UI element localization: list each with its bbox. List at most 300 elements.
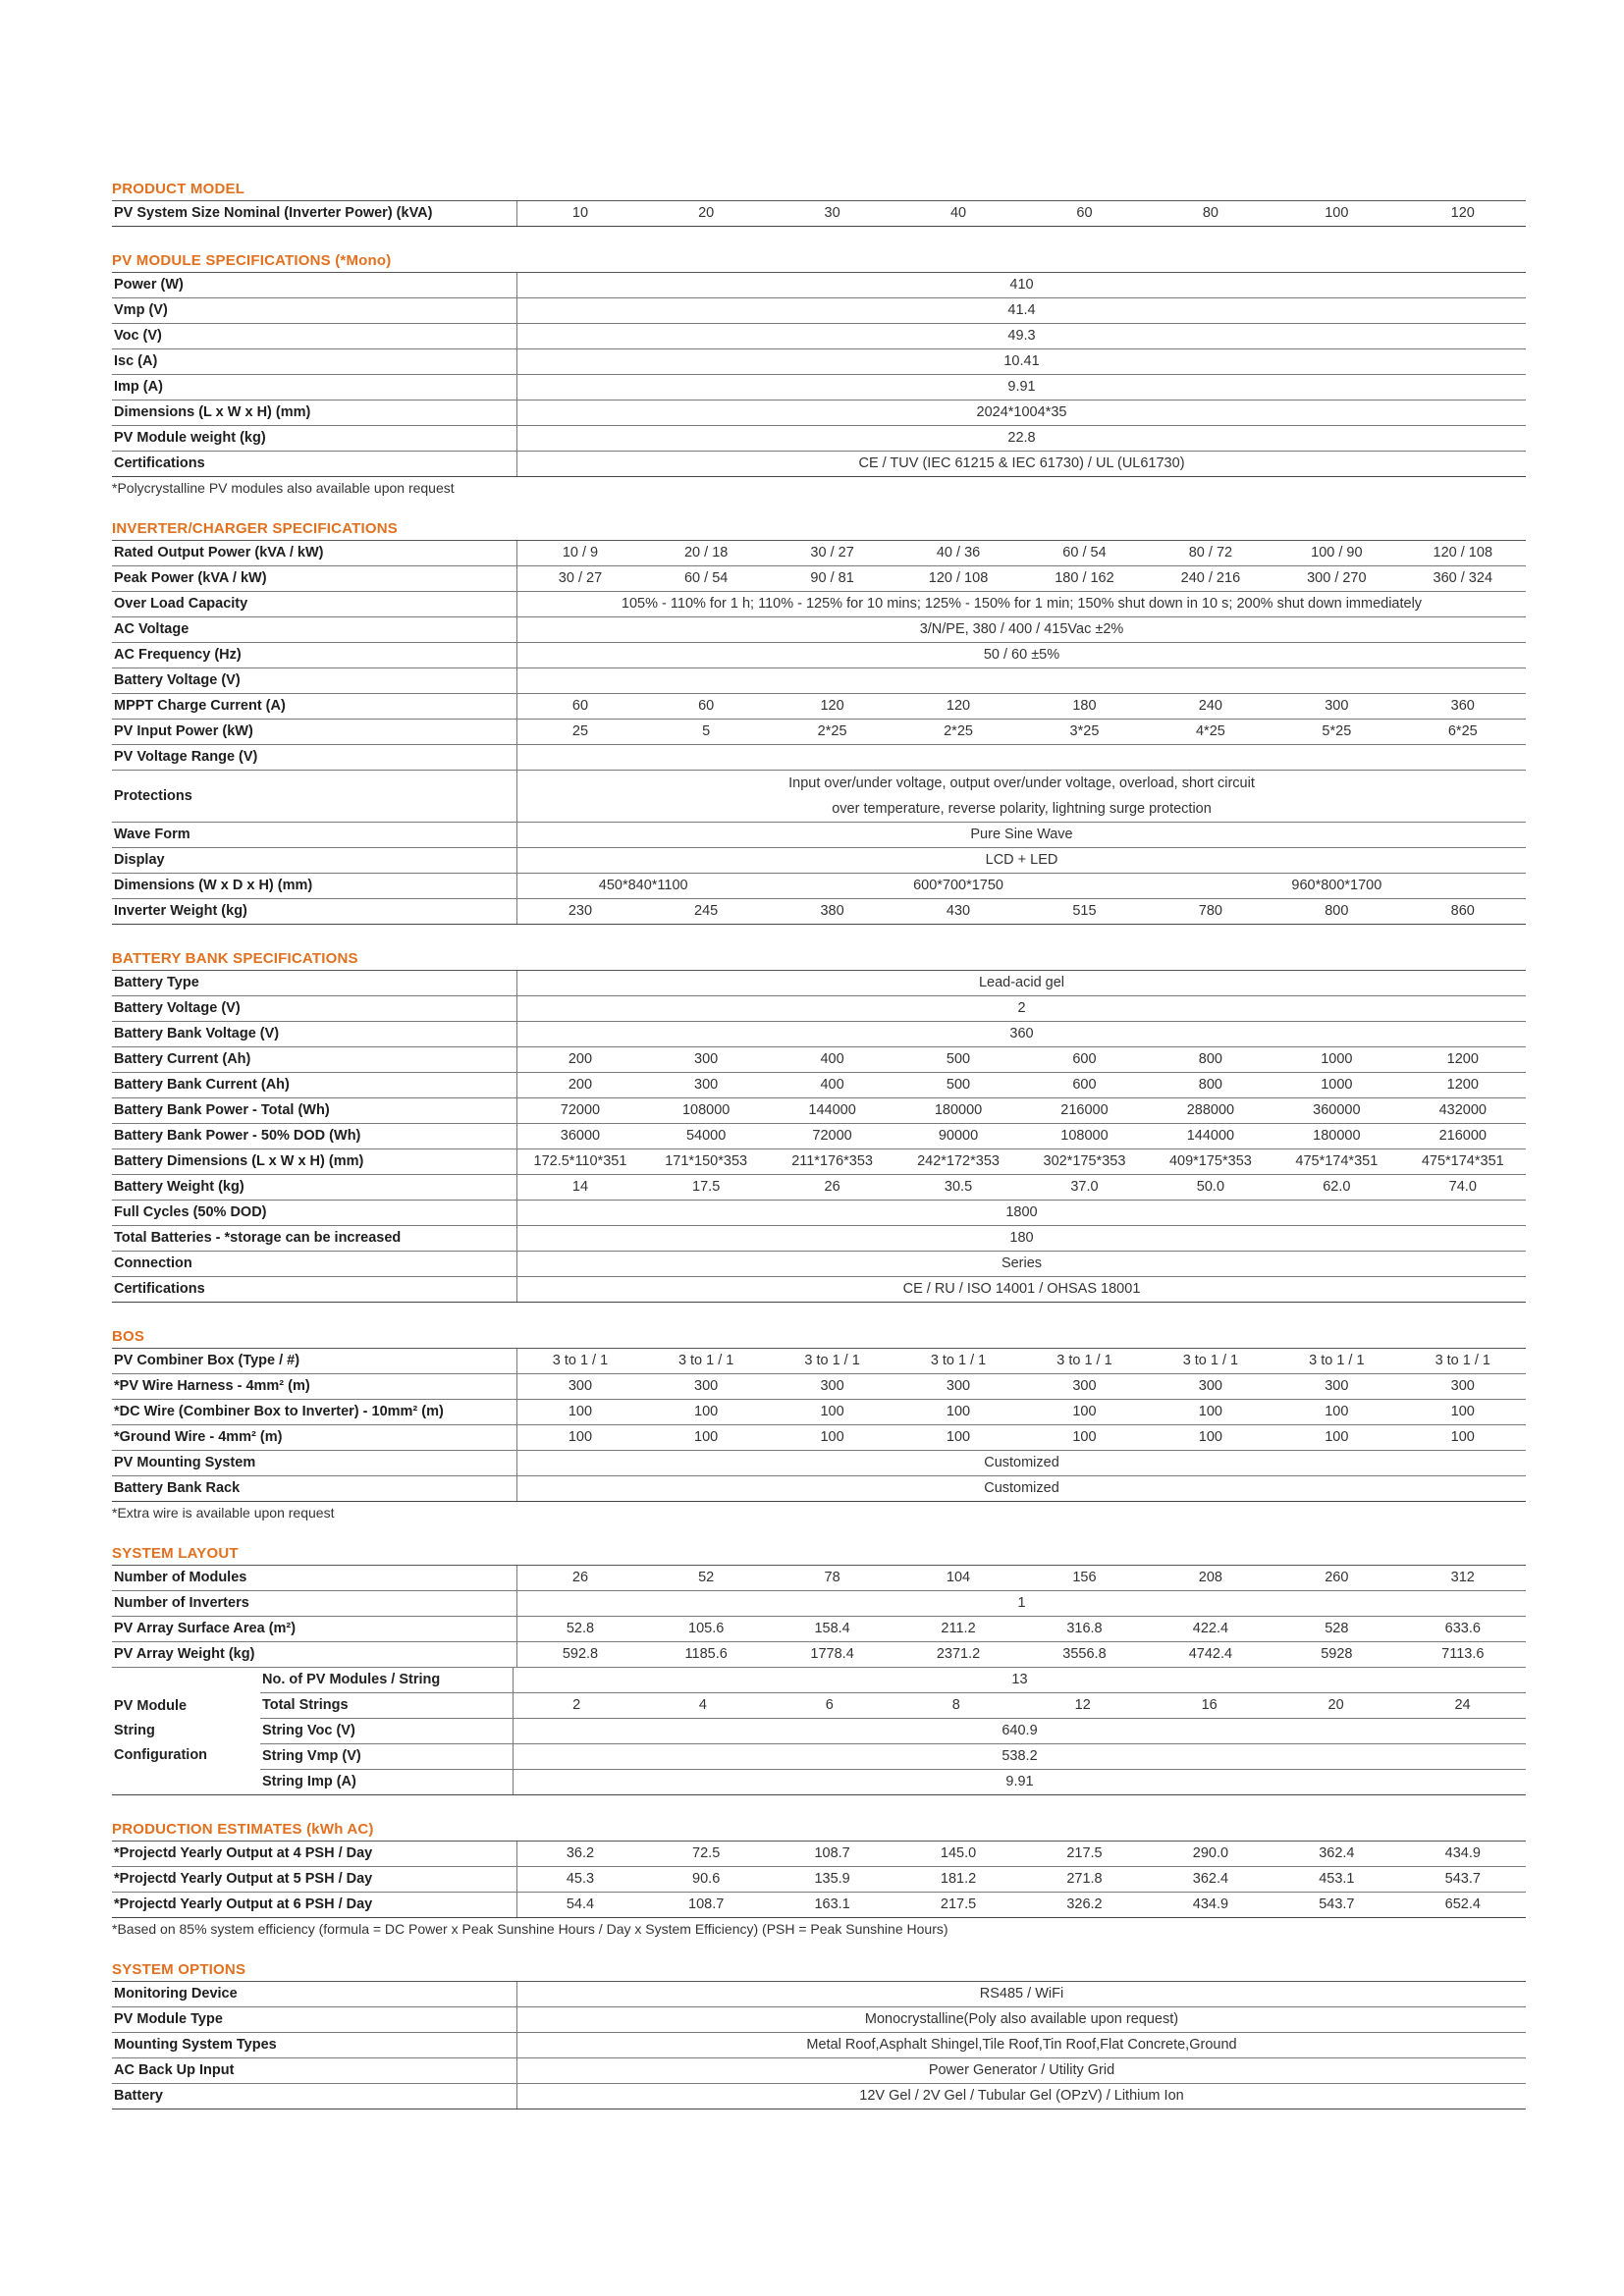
cell-value: 300 — [1273, 1374, 1399, 1400]
cell-value: 72.5 — [643, 1842, 769, 1867]
table-row — [112, 617, 1526, 643]
cell-value: 24 — [1399, 1693, 1526, 1719]
table-row — [112, 592, 1526, 617]
cell-value: 60 — [1021, 201, 1147, 227]
cell-value: 3 to 1 / 1 — [769, 1349, 894, 1374]
section-battery — [112, 948, 1526, 1303]
cell-value: 360 / 324 — [1400, 566, 1526, 592]
spec-table — [112, 1842, 1526, 1918]
cell-value: CE / RU / ISO 14001 / OHSAS 18001 — [517, 1277, 1527, 1303]
cell-value: 422.4 — [1148, 1617, 1273, 1642]
cell-value: 45.3 — [517, 1867, 643, 1893]
cell-value: 156 — [1021, 1566, 1147, 1591]
table-row — [112, 1566, 1526, 1591]
cell-value: 100 — [1273, 1400, 1399, 1425]
cell-value: 592.8 — [517, 1642, 643, 1668]
table-row — [112, 1098, 1526, 1124]
cell-value: 300 — [517, 1374, 643, 1400]
cell-value: 538.2 — [514, 1744, 1527, 1770]
cell-value: 300 — [643, 1047, 769, 1073]
row-label: Display — [112, 848, 517, 874]
cell-value: 1185.6 — [643, 1642, 769, 1668]
cell-value: 30 — [769, 201, 894, 227]
row-label: PV Mounting System — [112, 1451, 517, 1476]
cell-value: 17.5 — [643, 1175, 769, 1201]
row-label: Battery Bank Current (Ah) — [112, 1073, 517, 1098]
row-label: Wave Form — [112, 823, 517, 848]
cell-value: 171*150*353 — [643, 1149, 769, 1175]
row-label: Over Load Capacity — [112, 592, 517, 617]
cell-value: Customized — [517, 1451, 1527, 1476]
cell-value: 120 — [1400, 201, 1526, 227]
cell-value: Pure Sine Wave — [517, 823, 1527, 848]
cell-value: 120 — [895, 694, 1021, 720]
cell-value: 290.0 — [1148, 1842, 1273, 1867]
cell-value: 80 — [1148, 201, 1273, 227]
table-row — [112, 1201, 1526, 1226]
row-label: Number of Inverters — [112, 1591, 517, 1617]
row-label: *DC Wire (Combiner Box to Inverter) - 10mm² (m) — [112, 1400, 517, 1425]
cell-value: 100 / 90 — [1273, 541, 1399, 566]
table-row — [112, 1867, 1526, 1893]
cell-value: 640.9 — [514, 1719, 1527, 1744]
cell-value: 432000 — [1400, 1098, 1526, 1124]
table-row — [112, 1277, 1526, 1303]
row-label: PV Array Surface Area (m²) — [112, 1617, 517, 1642]
cell-value: 180 — [1021, 694, 1147, 720]
cell-value: 380 — [769, 899, 894, 925]
cell-value: 72000 — [517, 1098, 643, 1124]
table-row — [112, 324, 1526, 349]
section-inverter — [112, 518, 1526, 925]
row-label: Dimensions (L x W x H) (mm) — [112, 400, 517, 426]
cell-value: 100 — [895, 1400, 1021, 1425]
cell-value: 360000 — [1273, 1098, 1399, 1124]
cell-value: 135.9 — [769, 1867, 894, 1893]
cell-value: 326.2 — [1021, 1893, 1147, 1918]
section-title: PRODUCTION ESTIMATES (kWh AC) — [112, 1819, 1526, 1842]
row-label: *Projectd Yearly Output at 4 PSH / Day — [112, 1842, 517, 1867]
cell-value: 181.2 — [895, 1867, 1021, 1893]
table-row — [112, 1073, 1526, 1098]
cell-value: 240 / 216 — [1148, 566, 1273, 592]
cell-value: 49.3 — [517, 324, 1527, 349]
cell-value: 13 — [514, 1668, 1527, 1693]
cell-value: 360 — [1400, 694, 1526, 720]
row-label: *PV Wire Harness - 4mm² (m) — [112, 1374, 517, 1400]
cell-value: 100 — [769, 1400, 894, 1425]
row-label: AC Voltage — [112, 617, 517, 643]
cell-value: 180000 — [895, 1098, 1021, 1124]
table-row — [112, 1124, 1526, 1149]
row-label: Battery Dimensions (L x W x H) (mm) — [112, 1149, 517, 1175]
section-product-model — [112, 179, 1526, 227]
cell-value: 300 — [895, 1374, 1021, 1400]
cell-value: 25 — [517, 720, 643, 745]
cell-value: 60 — [643, 694, 769, 720]
cell-value: 4 — [639, 1693, 766, 1719]
cell-value: 100 — [1021, 1400, 1147, 1425]
cell-value: 36000 — [517, 1124, 643, 1149]
cell-value: 50.0 — [1148, 1175, 1273, 1201]
cell-value: 10 — [517, 201, 643, 227]
cell-value: CE / TUV (IEC 61215 & IEC 61730) / UL (UL61730) — [517, 452, 1527, 477]
cell-value: 52 — [643, 1566, 769, 1591]
cell-value: 400 — [769, 1073, 894, 1098]
cell-value: 100 — [895, 1425, 1021, 1451]
cell-value: 78 — [769, 1566, 894, 1591]
cell-value: 780 — [1148, 899, 1273, 925]
cell-value: 543.7 — [1400, 1867, 1526, 1893]
cell-value: 62.0 — [1273, 1175, 1399, 1201]
row-label: Certifications — [112, 1277, 517, 1303]
row-label: PV Input Power (kW) — [112, 720, 517, 745]
cell-value: 30 / 27 — [517, 566, 643, 592]
cell-value: 1200 — [1400, 1047, 1526, 1073]
table-row — [112, 874, 1526, 899]
cell-line: Input over/under voltage, output over/under voltage, overload, short circuit — [788, 775, 1255, 791]
cell-value: 475*174*351 — [1273, 1149, 1399, 1175]
table-row — [112, 1476, 1526, 1502]
cell-value: 1 — [517, 1591, 1527, 1617]
cell-value: 108.7 — [769, 1842, 894, 1867]
cell-value: 200 — [517, 1073, 643, 1098]
cell-value: 100 — [1148, 1425, 1273, 1451]
cell-value: 216000 — [1021, 1098, 1147, 1124]
cell-value: 1200 — [1400, 1073, 1526, 1098]
cell-value: 90.6 — [643, 1867, 769, 1893]
row-label: String Imp (A) — [260, 1770, 514, 1795]
cell-value: 100 — [1273, 1425, 1399, 1451]
row-label: *Ground Wire - 4mm² (m) — [112, 1425, 517, 1451]
cell-value: 100 — [517, 1425, 643, 1451]
spec-table — [112, 1566, 1526, 1668]
spec-table — [112, 1349, 1526, 1502]
cell-value: 360 — [517, 1022, 1527, 1047]
cell-value: 60 / 54 — [1021, 541, 1147, 566]
cell-value: 100 — [643, 1425, 769, 1451]
cell-value: 2 — [517, 996, 1527, 1022]
row-label: Imp (A) — [112, 375, 517, 400]
table-row — [112, 771, 1526, 823]
cell-value: 30.5 — [895, 1175, 1021, 1201]
cell-value: 3 to 1 / 1 — [1021, 1349, 1147, 1374]
section-bos — [112, 1326, 1526, 1523]
cell-value: 54.4 — [517, 1893, 643, 1918]
cell-value: 208 — [1148, 1566, 1273, 1591]
spec-table — [112, 541, 1526, 925]
cell-value: 300 — [643, 1374, 769, 1400]
row-label: MPPT Charge Current (A) — [112, 694, 517, 720]
cell-value: 2*25 — [769, 720, 894, 745]
row-label: Protections — [112, 771, 517, 823]
cell-value: 20 — [643, 201, 769, 227]
section-title: BOS — [112, 1326, 1526, 1349]
cell-value: 312 — [1400, 1566, 1526, 1591]
table-row — [112, 1400, 1526, 1425]
table-row — [112, 375, 1526, 400]
row-label: Total Strings — [260, 1693, 514, 1719]
cell-value: 409*175*353 — [1148, 1149, 1273, 1175]
section-title: SYSTEM LAYOUT — [112, 1543, 1526, 1566]
row-label: String Voc (V) — [260, 1719, 514, 1744]
cell-value: 230 — [517, 899, 643, 925]
row-label: Monitoring Device — [112, 1982, 517, 2007]
cell-line: over temperature, reverse polarity, lightning surge protection — [832, 801, 1212, 817]
row-label: Battery Bank Rack — [112, 1476, 517, 1502]
group-label-line: Configuration — [114, 1747, 208, 1763]
cell-value: 500 — [895, 1073, 1021, 1098]
table-row — [112, 1149, 1526, 1175]
spec-table — [112, 971, 1526, 1303]
table-row — [112, 1175, 1526, 1201]
table-row — [112, 899, 1526, 925]
cell-value: 16 — [1146, 1693, 1272, 1719]
table-row — [112, 426, 1526, 452]
cell-value: 3 to 1 / 1 — [1273, 1349, 1399, 1374]
cell-value: 36.2 — [517, 1842, 643, 1867]
cell-value: 434.9 — [1400, 1842, 1526, 1867]
cell-value: 20 — [1272, 1693, 1399, 1719]
cell-value: 211.2 — [895, 1617, 1021, 1642]
table-row — [112, 1693, 1526, 1719]
row-label: Number of Modules — [112, 1566, 517, 1591]
section-pv-module — [112, 250, 1526, 499]
cell-value: 172.5*110*351 — [517, 1149, 643, 1175]
table-row — [112, 1374, 1526, 1400]
cell-value: 108000 — [1021, 1124, 1147, 1149]
row-label: Rated Output Power (kVA / kW) — [112, 541, 517, 566]
cell-value: 10 / 9 — [517, 541, 643, 566]
cell-value: 40 / 36 — [895, 541, 1021, 566]
table-row — [112, 1047, 1526, 1073]
cell-value: 600 — [1021, 1073, 1147, 1098]
cell-value: 3 to 1 / 1 — [643, 1349, 769, 1374]
cell-value — [517, 771, 1527, 823]
cell-value: Monocrystalline(Poly also available upon request) — [517, 2007, 1527, 2033]
group-label-line: String — [114, 1723, 155, 1738]
cell-value: 515 — [1021, 899, 1147, 925]
row-label: Power (W) — [112, 273, 517, 298]
cell-value: 528 — [1273, 1617, 1399, 1642]
cell-value: 60 — [517, 694, 643, 720]
spec-table — [112, 1982, 1526, 2109]
row-label: Battery Current (Ah) — [112, 1047, 517, 1073]
cell-value: 300 — [1273, 694, 1399, 720]
row-label: Inverter Weight (kg) — [112, 899, 517, 925]
cell-value: 120 / 108 — [1400, 541, 1526, 566]
table-row — [112, 996, 1526, 1022]
cell-value — [517, 668, 1527, 694]
cell-value: 960*800*1700 — [1148, 874, 1526, 899]
footnote: *Based on 85% system efficiency (formula = DC Power x Peak Sunshine Hours / Day x System Efficiency) (PSH = Peak Sunshine Hours) — [112, 1921, 948, 1937]
cell-value: 3556.8 — [1021, 1642, 1147, 1668]
cell-value: 450*840*1100 — [517, 874, 770, 899]
cell-value: 1000 — [1273, 1047, 1399, 1073]
table-row — [112, 2007, 1526, 2033]
table-row — [112, 201, 1526, 227]
cell-value: 90000 — [895, 1124, 1021, 1149]
cell-value: 211*176*353 — [769, 1149, 894, 1175]
cell-value: 3/N/PE, 380 / 400 / 415Vac ±2% — [517, 617, 1527, 643]
row-label: No. of PV Modules / String — [260, 1668, 514, 1693]
table-row — [112, 1425, 1526, 1451]
cell-value: 245 — [643, 899, 769, 925]
cell-value: 543.7 — [1273, 1893, 1399, 1918]
section-title: INVERTER/CHARGER SPECIFICATIONS — [112, 518, 1526, 541]
table-row — [112, 298, 1526, 324]
cell-value: 7113.6 — [1400, 1642, 1526, 1668]
cell-value: 52.8 — [517, 1617, 643, 1642]
cell-value: 144000 — [769, 1098, 894, 1124]
cell-value: 3 to 1 / 1 — [1148, 1349, 1273, 1374]
section-production — [112, 1819, 1526, 1940]
table-row — [112, 1982, 1526, 2007]
cell-value: 260 — [1273, 1566, 1399, 1591]
group-label-line: PV Module — [114, 1698, 188, 1714]
table-row — [112, 273, 1526, 298]
cell-value: 90 / 81 — [769, 566, 894, 592]
row-label: Battery Bank Voltage (V) — [112, 1022, 517, 1047]
cell-value: 8 — [893, 1693, 1019, 1719]
cell-value: 652.4 — [1400, 1893, 1526, 1918]
cell-value: 600*700*1750 — [769, 874, 1147, 899]
section-title: PRODUCT MODEL — [112, 179, 1526, 201]
table-row — [112, 1591, 1526, 1617]
cell-value: 600 — [1021, 1047, 1147, 1073]
table-row — [112, 1022, 1526, 1047]
cell-value: 475*174*351 — [1400, 1149, 1526, 1175]
table-row — [112, 745, 1526, 771]
section-system-options — [112, 1959, 1526, 2109]
row-label: PV System Size Nominal (Inverter Power) (kVA) — [112, 201, 517, 227]
cell-value: 6*25 — [1400, 720, 1526, 745]
cell-value: LCD + LED — [517, 848, 1527, 874]
row-label: Peak Power (kVA / kW) — [112, 566, 517, 592]
table-row — [112, 1893, 1526, 1918]
section-title: BATTERY BANK SPECIFICATIONS — [112, 948, 1526, 971]
table-row — [112, 2058, 1526, 2084]
row-label: AC Frequency (Hz) — [112, 643, 517, 668]
cell-value: 120 — [769, 694, 894, 720]
cell-value: 180 — [517, 1226, 1527, 1252]
table-row — [112, 1349, 1526, 1374]
row-label: Dimensions (W x D x H) (mm) — [112, 874, 517, 899]
cell-value: 180 / 162 — [1021, 566, 1147, 592]
cell-value: 362.4 — [1148, 1867, 1273, 1893]
section-system-layout — [112, 1543, 1526, 1795]
table-row — [112, 400, 1526, 426]
cell-value: 4742.4 — [1148, 1642, 1273, 1668]
cell-value: 105% - 110% for 1 h; 110% - 125% for 10 mins; 125% - 150% for 1 min; 150% shut down in 10 s; 200% shut down immediately — [517, 592, 1527, 617]
cell-value: 100 — [517, 1400, 643, 1425]
table-row — [112, 668, 1526, 694]
cell-value: 26 — [769, 1175, 894, 1201]
cell-value: 200 — [517, 1047, 643, 1073]
cell-value: 2*25 — [895, 720, 1021, 745]
cell-value: Series — [517, 1252, 1527, 1277]
cell-value: 72000 — [769, 1124, 894, 1149]
spec-table — [112, 273, 1526, 477]
cell-value: 9.91 — [514, 1770, 1527, 1795]
section-title: PV MODULE SPECIFICATIONS (*Mono) — [112, 250, 1526, 273]
cell-value: RS485 / WiFi — [517, 1982, 1527, 2007]
spec-sheet — [112, 179, 1526, 2109]
cell-value: 300 — [1148, 1374, 1273, 1400]
cell-value: 100 — [1148, 1400, 1273, 1425]
cell-value: Lead-acid gel — [517, 971, 1527, 996]
table-row — [112, 823, 1526, 848]
cell-value: 6 — [766, 1693, 893, 1719]
cell-value: 3*25 — [1021, 720, 1147, 745]
row-label: *Projectd Yearly Output at 5 PSH / Day — [112, 1867, 517, 1893]
row-label: *Projectd Yearly Output at 6 PSH / Day — [112, 1893, 517, 1918]
cell-value: 100 — [1021, 1425, 1147, 1451]
cell-value: 5 — [643, 720, 769, 745]
cell-value: 20 / 18 — [643, 541, 769, 566]
row-label: String Vmp (V) — [260, 1744, 514, 1770]
row-label: Certifications — [112, 452, 517, 477]
row-label: AC Back Up Input — [112, 2058, 517, 2084]
cell-value: 316.8 — [1021, 1617, 1147, 1642]
table-row — [112, 643, 1526, 668]
cell-value: 163.1 — [769, 1893, 894, 1918]
cell-value: 108000 — [643, 1098, 769, 1124]
cell-value: 80 / 72 — [1148, 541, 1273, 566]
row-label: Battery Voltage (V) — [112, 996, 517, 1022]
row-label: PV Array Weight (kg) — [112, 1642, 517, 1668]
cell-value: 800 — [1273, 899, 1399, 925]
cell-value: 144000 — [1148, 1124, 1273, 1149]
cell-value: 242*172*353 — [895, 1149, 1021, 1175]
table-row — [112, 566, 1526, 592]
cell-value: 100 — [643, 1400, 769, 1425]
spec-table — [112, 201, 1526, 227]
group-label — [112, 1668, 260, 1795]
table-row — [112, 848, 1526, 874]
table-row — [112, 694, 1526, 720]
cell-value: 108.7 — [643, 1893, 769, 1918]
cell-value: 120 / 108 — [895, 566, 1021, 592]
cell-value: 1800 — [517, 1201, 1527, 1226]
table-row — [112, 349, 1526, 375]
row-label: Total Batteries - *storage can be increased — [112, 1226, 517, 1252]
cell-value: 60 / 54 — [643, 566, 769, 592]
string-config-table — [112, 1668, 1526, 1795]
cell-value: 300 — [1021, 1374, 1147, 1400]
cell-value: 300 — [643, 1073, 769, 1098]
table-row — [112, 1842, 1526, 1867]
cell-value: 14 — [517, 1175, 643, 1201]
table-row — [112, 1642, 1526, 1668]
cell-value: 271.8 — [1021, 1867, 1147, 1893]
row-label: PV Module weight (kg) — [112, 426, 517, 452]
table-row — [112, 1451, 1526, 1476]
cell-value: 410 — [517, 273, 1527, 298]
table-row — [112, 1617, 1526, 1642]
cell-value: 3 to 1 / 1 — [1400, 1349, 1526, 1374]
cell-value: 12V Gel / 2V Gel / Tubular Gel (OPzV) / Lithium Ion — [517, 2084, 1527, 2109]
cell-value: 217.5 — [895, 1893, 1021, 1918]
cell-value: 860 — [1400, 899, 1526, 925]
cell-value: 2024*1004*35 — [517, 400, 1527, 426]
cell-value: 158.4 — [769, 1617, 894, 1642]
cell-value: 1778.4 — [769, 1642, 894, 1668]
cell-value: 145.0 — [895, 1842, 1021, 1867]
cell-value: Power Generator / Utility Grid — [517, 2058, 1527, 2084]
cell-value: 100 — [1400, 1425, 1526, 1451]
cell-value: 50 / 60 ±5% — [517, 643, 1527, 668]
